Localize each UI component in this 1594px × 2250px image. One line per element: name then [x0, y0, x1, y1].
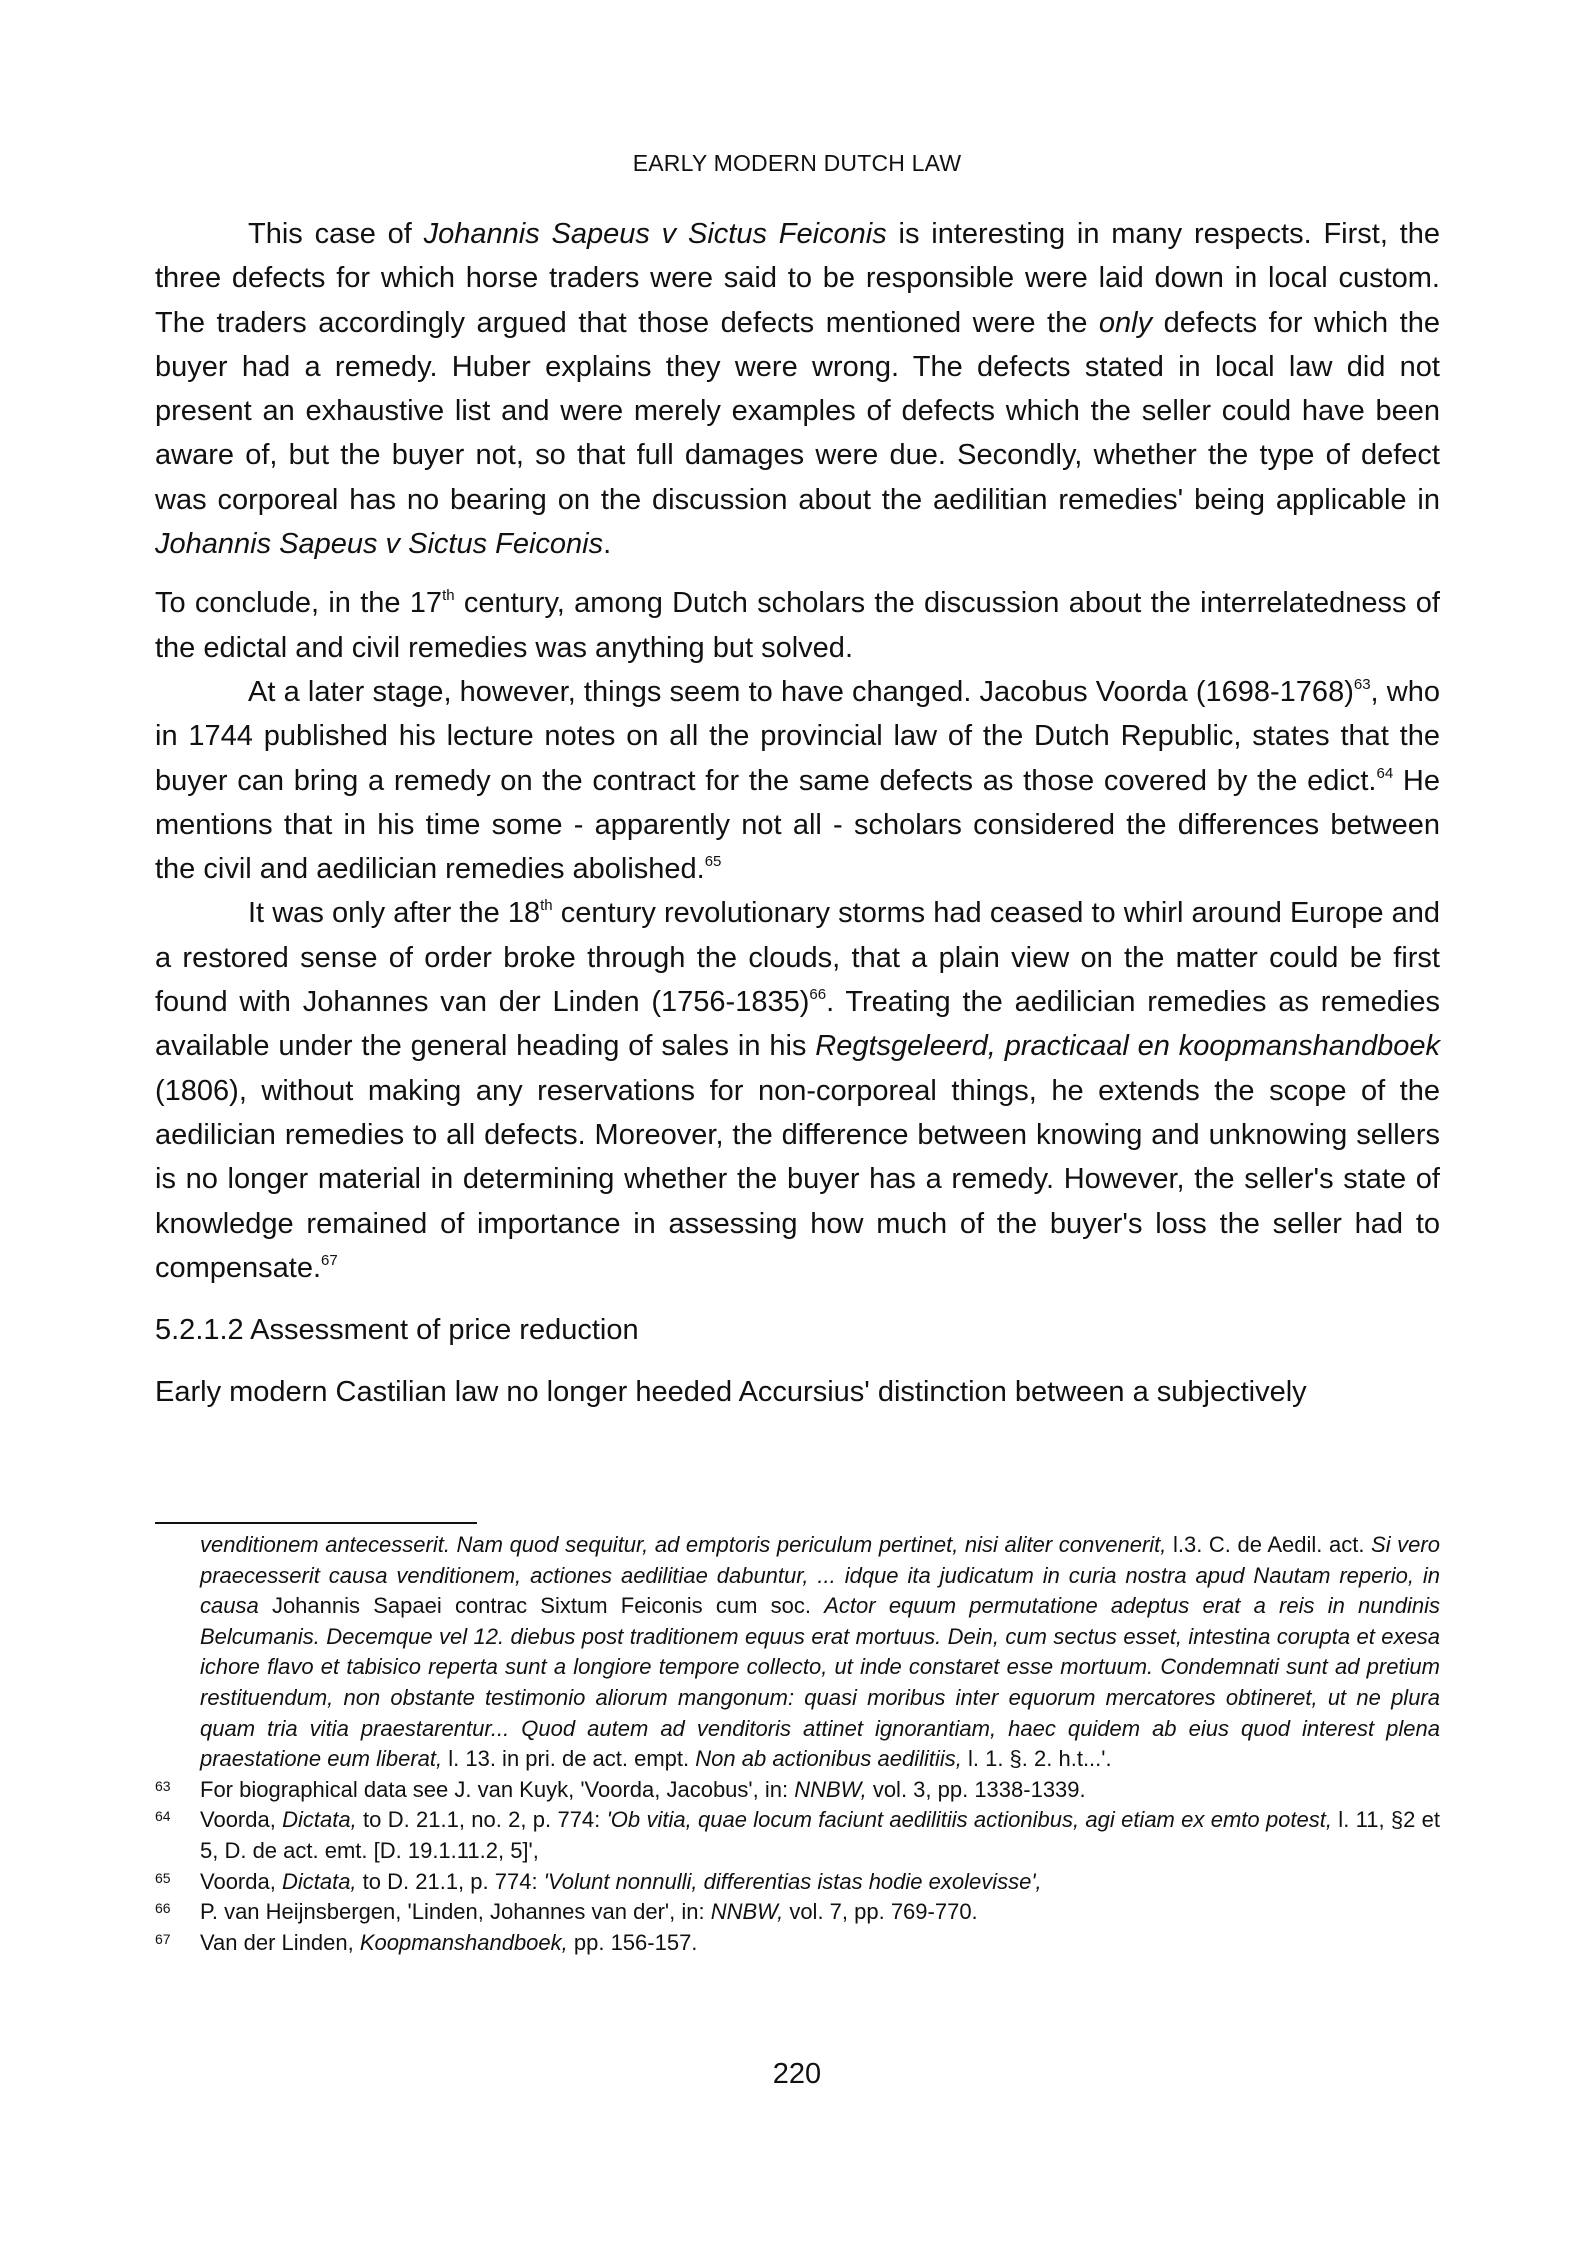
text: is interesting in many respects. First, the three defects for which horse traders were said to be responsible were laid down in local custom. The traders accordingly argued that those defects mentioned were the [155, 218, 1440, 339]
section-heading: 5.2.1.2 Assessment of price reduction [155, 1314, 639, 1347]
text: This case of [248, 218, 424, 250]
text: century, among Dutch scholars the discussion about the interrelatedness of the edictal and civil remedies was anything but solved. [155, 587, 1440, 664]
paragraph-3 [155, 670, 1440, 891]
latin-quote: Actor equum permutatione adeptus erat a reis in nundinis Belcumanis. Decemque vel 12. diebus post traditionem equus erat mortuus. Dein, cum sectus esset, intestina corupta et exesa ichore flavo et tabisico reperta sunt a longiore tempore collecto, ut inde constaret esse mortuum. Condemnati sunt ad pretium restituendum, non obstante testimonio aliorum mangonum: quasi moribus inter equorum mercatores obtineret, ut ne plura quam tria vitia praestarentur... Quod autem ad venditoris attinet ignorantiam, haec quidem ab eius quod interest plena praestatione eum liberat, [200, 1593, 1440, 1772]
footnotes [155, 1530, 1440, 1958]
text: century revolutionary storms had ceased to whirl around Europe and a restored sense of order broke through the clouds, that a plain view on the matter could be first found with Johannes van der Linden (1756-1835) [155, 897, 1440, 1019]
text: For biographical data see J. van Kuyk, 'Voorda, Jacobus', in: [200, 1776, 795, 1802]
source-title: Dictata, [282, 1807, 357, 1833]
text: (1806), without making any reservations for non-corporeal things, he extends the scope of the aedilician remedies to all defects. Moreover, the difference between knowing and unknowing sellers is no longer material in determining whether the buyer has a remedy. However, the seller's state of knowledge remained of importance in assessing how much of the buyer's loss the seller had to compensate. [155, 1074, 1440, 1284]
source-title: NNBW, [710, 1899, 784, 1925]
text: Voorda, [200, 1868, 282, 1894]
footnote-number: 66 [155, 1900, 171, 1917]
latin-quote: 'Volunt nonnulli, differentias istas hodie exolevisse', [543, 1868, 1042, 1894]
text: vol. 3, pp. 1338-1339. [866, 1776, 1086, 1802]
footnote-number: 63 [155, 1777, 171, 1794]
footnote-ref-65[interactable]: 65 [704, 853, 722, 871]
paragraph-2 [155, 581, 1440, 670]
ordinal-suffix: th [540, 897, 553, 915]
text: To conclude, in the 17 [155, 587, 443, 620]
latin-quote: venditionem antecesserit. Nam quod sequitur, ad emptoris periculum pertinet, nisi aliter convenerit, [200, 1532, 1167, 1557]
text: , who in 1744 published his lecture notes on all the provincial law of the Dutch Republic, states that the buyer can bring a remedy on the contract for the same defects as those covered by the edict. [155, 675, 1440, 797]
text: l. 11, §2 et 5, D. de act. emt. [D. 19.1.11.2, 5]', [200, 1807, 1441, 1863]
text: to D. 21.1, no. 2, p. 774: [356, 1807, 607, 1833]
emphasis: only [1098, 306, 1153, 339]
latin-quote: 'Ob vitia, quae locum faciunt aedilitiis actionibus, agi etiam ex emto potest, [606, 1807, 1332, 1833]
text: P. van Heijnsbergen, 'Linden, Johannes van der', in: [200, 1899, 711, 1925]
text: It was only after the 18 [248, 897, 541, 930]
source-title: Koopmanshandboek, [359, 1929, 568, 1955]
text: At a later stage, however, things seem to have changed. Jacobus Voorda (1698-1768) [248, 675, 1354, 708]
footnote-66 [155, 1897, 1440, 1928]
footnote-67 [155, 1928, 1440, 1959]
footnote-65 [155, 1867, 1440, 1898]
footnote-ref-66[interactable]: 66 [809, 986, 827, 1004]
footnote-separator [155, 1522, 477, 1524]
footnote-continued [155, 1530, 1440, 1775]
book-title: Regtsgeleerd, practicaal en koopmanshandboek [815, 1030, 1440, 1063]
case-name: Johannis Sapeus v Sictus Feiconis [155, 528, 604, 561]
source-title: NNBW, [794, 1776, 867, 1802]
text: Voorda, [200, 1807, 283, 1833]
text: vol. 7, pp. 769-770. [783, 1899, 978, 1925]
footnote-ref-67[interactable]: 67 [321, 1251, 338, 1269]
text: to D. 21.1, p. 774: [356, 1868, 544, 1894]
text: l.3. C. de Aedil. act. [1166, 1532, 1372, 1557]
text: He mentions that in his time some - apparently not all - scholars considered the differences between the civil and aedilician remedies abolished. [155, 764, 1440, 886]
footnote-63 [155, 1775, 1440, 1806]
text: defects for which the buyer had a remedy. Huber explains they were wrong. The defects stated in local law did not present an exhaustive list and were merely examples of defects which the seller could have been aware of, but the buyer not, so that full damages were due. Secondly, whether the type of defect was corporeal has no bearing on the discussion about the aedilitian remedies' being applicable in [155, 306, 1440, 516]
footnote-number: 64 [155, 1808, 171, 1825]
paragraph-1 [155, 212, 1440, 566]
footnote-ref-64[interactable]: 64 [1376, 764, 1394, 782]
text: pp. 156-157. [567, 1929, 698, 1955]
footnote-64 [155, 1805, 1440, 1866]
text: l. 13. in pri. de act. empt. [442, 1746, 696, 1772]
paragraph-5: Early modern Castilian law no longer heeded Accursius' distinction between a subjectively [155, 1376, 1307, 1409]
main-text [155, 212, 1440, 1415]
running-header: EARLY MODERN DUTCH LAW [632, 150, 962, 176]
paragraph-4 [155, 891, 1440, 1290]
case-name: Johannis Sapeus v Sictus Feiconis [423, 218, 887, 250]
text: Johannis Sapaei contrac Sixtum Feiconis cum soc. [258, 1593, 825, 1619]
text: Van der Linden, [200, 1929, 360, 1955]
source-title: Dictata, [281, 1868, 357, 1894]
footnote-ref-63[interactable]: 63 [1353, 675, 1371, 693]
latin-quote: Non ab actionibus aedilitiis, [695, 1746, 962, 1772]
footnote-number: 67 [155, 1930, 171, 1947]
text: . [603, 528, 612, 561]
text: . Treating the aedilician remedies as remedies available under the general heading of sales in his [155, 986, 1440, 1063]
text: l. 1. §. 2. h.t...'. [961, 1746, 1112, 1772]
ordinal-suffix: th [442, 587, 455, 605]
page-number: 220 [772, 2058, 822, 2090]
footnote-number: 65 [155, 1869, 171, 1886]
latin-quote: Si vero praecesserit causa venditionem, actiones aedilitiae dabuntur, ... idque ita judicatum in curia nostra apud Nautam reperio, in causa [200, 1532, 1440, 1619]
